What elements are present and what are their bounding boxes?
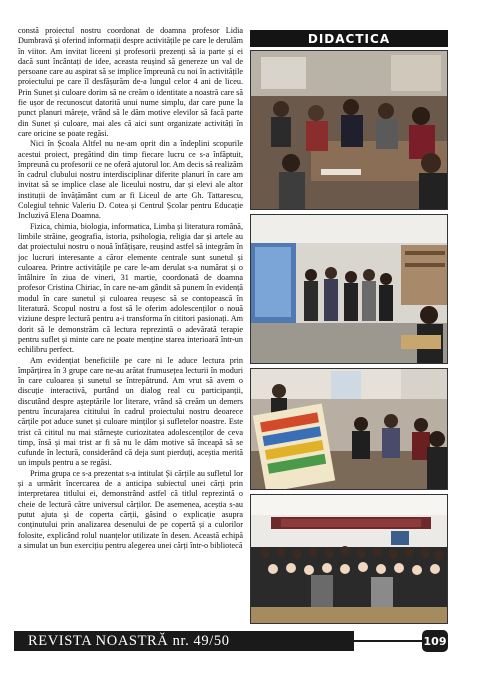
article-text-column <box>18 26 243 626</box>
article-paragraph: Prima grupa ce s-a prezentat s-a intitulat Și cărțile au sufletul lor și a urmărit încercarea de a anticipa subiectul unei cărți prin interpretarea titlului ei, demonstrând astfel că titlul reprezintă o cheie de lectură către universul cărților. De asemenea, aceștia s-au putut ajuta și de coperta cărții, găsind o explicație asupra conținutului prin analizarea desenului de pe copertă și a culorilor folosite, explicând rolul nuanțelor utilizate în desen. Această echipă a simulat un bun exercițiu pentru alegerea unei cărți într-o bibliotecă <box>18 468 243 550</box>
section-title: DIDACTICA <box>307 31 391 46</box>
photo-hall-activity <box>250 214 448 364</box>
section-header <box>250 30 448 47</box>
page-number-badge <box>422 630 448 652</box>
article-paragraph: constă proiectul nostru coordonat de doamna profesor Lidia Dumbravă și oferind informații despre activitățile pe care le derulăm în viitor. Am invitat liceeni și profesorii prezenți să ia parte și ei dacă sunt încântați de idee, aceasta reușind să genereze un val de persoane care au aspirat să se implice împreună cu noi în activitățile proiectului pe care îl desfășurăm de-a lungul celor 4 ani de liceu. Prin Sunet și culoare dorim să ne creăm o identitate a noastră care să fie ușor de recunoscut datorită unui nume simplu, dar care pune la punct planuri mărețe, vrând să le dăm motive elevilor să facă parte din Sunet și culoare, mai ales că aici sunt organizate activități în care oricine se poate regăsi. <box>18 26 243 138</box>
photo-poster-presentation <box>250 368 448 490</box>
article-paragraph: Am evidențiat beneficiile pe care ni le aduce lectura prin împărțirea în 3 grupe care ne-au arătat frumusețea lecturii în moduri în care culoarea și sunetul se întrepătrund. Am vrut să avem o discuție interactivă, purtând un dialog real cu participanții, discutând despre așteptările lor literare, vrând să creăm un demers pentru încurajarea cititului în cadrul proiectului nostru deoarece cărțile pot aduce sunet și culoare minților și sufletelor noastre. Este trist că cititul nu mai stârnește curiozitatea adolescenților de ceva timp, însă și mai trist ar fi să nu le dăm motive să înceapă să se cufunde în lectură, considerând că deja sunt pierduți, aceștia merită un impuls pentru a se regăsi. <box>18 355 243 468</box>
photo-classroom-discussion <box>250 50 448 210</box>
photo-group-picture <box>250 494 448 624</box>
magazine-title: REVISTA NOASTRĂ nr. 49/50 <box>28 632 230 649</box>
article-paragraph: Fizica, chimia, biologia, informatica, Limba și literatura română, limbile străine, geografia, istoria, psihologia, religia dar și artele au dat proiectului nostru o nouă înfățișare, reușind astfel să integrăm în joc lucruri interesante a căror elemente centrale sunt sunetul și culoarea. Printre activitățile pe care le-am derulat s-a numărat și o întâlnire în ziua de vineri, 31 martie, coordonată de doamna profesor Cristina Chiriac, în care ne-am gândit să punem în evidență modul în care sunetul și culoarea reușesc să se contopească în literatură. Scopul nostru a fost să le oferim adolescenților o nouă viziune despre lectură pentru a-i transforma în cititori pasionați. Am dorit să le demonstrăm că lectura reprezintă o adevărată terapie pentru suflet și minte care ne poate menține starea interioară într-un echilibru perfect. <box>18 221 243 355</box>
footer-magazine-band <box>14 631 354 651</box>
footer-divider <box>354 640 422 642</box>
article-paragraph: Nici în Școala Altfel nu ne-am oprit din a îndeplini scopurile acestui proiect, pregătind din timp fiecare lucru ce s-a înfăptuit, împreună cu profesorii ce ne oferă ajutorul lor. Am decis să realizăm în cadrul clubului nostru interdisciplinar diferite planuri în care am invitat să se implice clase ale liceului nostru, dar și elevi ale altor instituții de învățământ cum ar fi Liceul de arte Gh. Tattarescu, Colegiul tehnic Valeriu D. Cotea și Centrul Școlar pentru Educație Incluzivă Elena Doamna. <box>18 139 243 221</box>
page-number: 109 <box>423 634 447 648</box>
